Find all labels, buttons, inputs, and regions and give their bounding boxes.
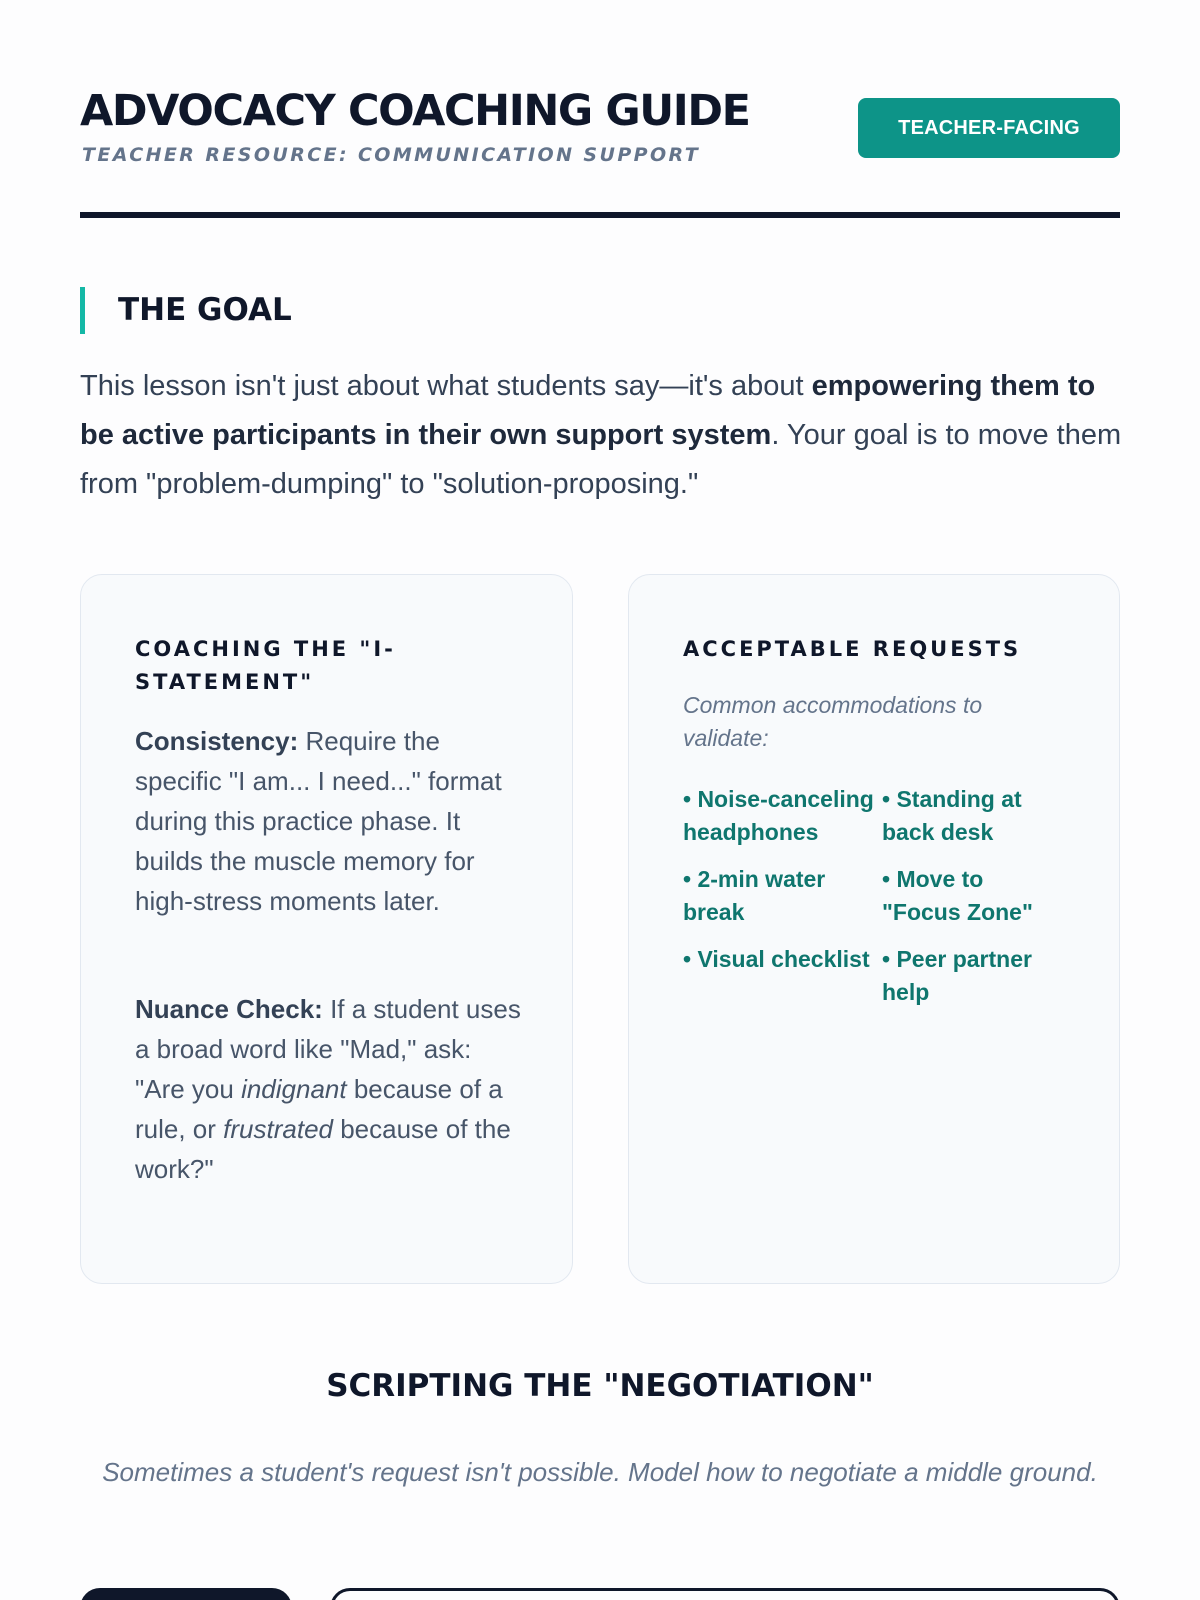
nuance-text-c: because of the work?" [135, 1114, 511, 1184]
requests-card [628, 574, 1120, 1284]
audience-badge: TEACHER-FACING [858, 98, 1120, 158]
requests-intro: Common accommodations to validate: [683, 692, 983, 751]
goal-text [80, 362, 1125, 509]
request-item: • Move to "Focus Zone" [882, 866, 1033, 925]
script-role-tab [80, 1588, 292, 1600]
request-item: • Visual checklist [683, 946, 870, 972]
page-subtitle: TEACHER RESOURCE: COMMUNICATION SUPPORT [82, 144, 701, 166]
goal-text-emphasis: empowering them to be active participants in their own support system [80, 370, 1096, 451]
page-header [80, 86, 1120, 221]
nuance-emphasis-frustrated: frustrated [223, 1114, 333, 1144]
header-divider [80, 212, 1120, 218]
nuance-emphasis-indignant: indignant [241, 1074, 347, 1104]
nuance-paragraph [135, 989, 525, 1189]
goal-text-after: . Your goal is to move them from "problem-dumping" to "solution-proposing." [80, 419, 1122, 500]
request-item: • Noise-canceling headphones [683, 786, 874, 845]
page-title: ADVOCACY COACHING GUIDE [80, 86, 750, 136]
script-dialogue-box [330, 1588, 1120, 1600]
nuance-text-b: because of a rule, or [135, 1074, 503, 1144]
nuance-text-a: If a student uses a broad word like "Mad," ask: "Are you [135, 994, 521, 1104]
scripting-heading: SCRIPTING THE "NEGOTIATION" [326, 1368, 874, 1404]
coaching-card [80, 574, 573, 1284]
consistency-text: Require the specific "I am... I need..." format during this practice phase. It builds the muscle memory for high-stress moments later. [135, 726, 502, 916]
coaching-card-title: COACHING THE "I-STATEMENT" [135, 637, 396, 694]
requests-card-title: ACCEPTABLE REQUESTS [683, 637, 1022, 661]
goal-heading: THE GOAL [80, 287, 292, 334]
scripting-subtitle: Sometimes a student's request isn't possible. Model how to negotiate a middle ground. [102, 1457, 1098, 1487]
nuance-label: Nuance Check: [135, 994, 323, 1024]
consistency-paragraph [135, 721, 525, 921]
requests-list [683, 783, 1063, 1009]
request-item: • Standing at back desk [882, 786, 1022, 845]
goal-text-before: This lesson isn't just about what students say—it's about [80, 370, 812, 402]
consistency-label: Consistency: [135, 726, 299, 756]
request-item: • 2-min water break [683, 866, 826, 925]
request-item: • Peer partner help [882, 946, 1032, 1005]
